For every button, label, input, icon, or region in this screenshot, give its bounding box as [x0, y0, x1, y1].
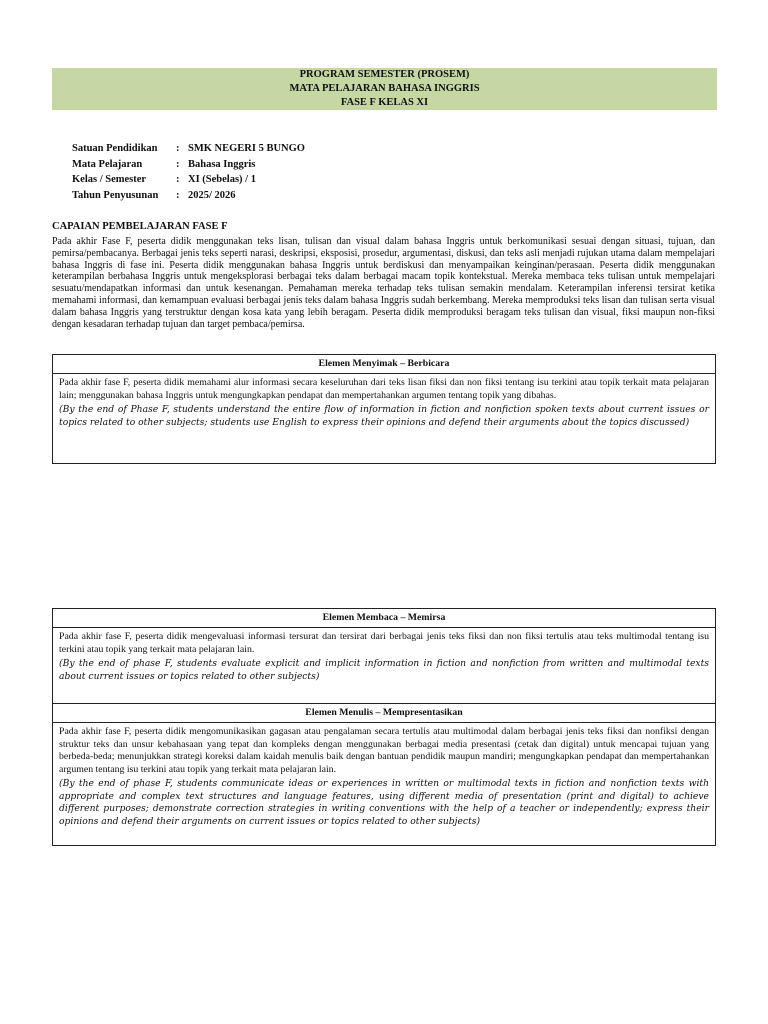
elemen-menyimak-body: Pada akhir fase F, peserta didik memahami alur informasi secara keseluruhan dari teks lisan fiksi dan non fiksi tentang isu terkini atau topik terkait mata pelajaran lain; menggunakan bahasa Inggris untuk mengungkapkan pendapat dan mempertahankan argumen tentang topik yang dibahas. [59, 377, 709, 401]
capaian-title: CAPAIAN PEMBELAJARAN FASE F [52, 221, 228, 232]
identity-colon: : [176, 174, 180, 185]
capaian-body: Pada akhir Fase F, peserta didik menggunakan teks lisan, tulisan dan visual dalam bahasa Inggris untuk berkomunikasi sesuai dengan situasi, tujuan, dan pemirsa/pembacanya. Berbagai jenis teks seperti narasi, deskripsi, eksposisi, prosedur, argumentasi, diskusi, dan teks asli menjadi rujukan utama dalam mempelajari bahasa Inggris di fase ini. Peserta didik menggunakan bahasa Inggris untuk berdiskusi dan menyampaikan keinginan/perasaan. Peserta didik menggunakan keterampilan berbahasa Inggris untuk mengeksplorasi berbagai teks dalam berbagai macam topik kontekstual. Mereka membaca teks tulisan untuk mempelajari sesuatu/mendapatkan informasi dan untuk kesenangan. Pemahaman mereka terhadap teks tulisan semakin mendalam. Keterampilan inferensi tersirat ketika memahami informasi, dan kemampuan evaluasi berbagai jenis teks dalam bahasa Inggris sudah berkembang. Mereka memproduksi teks lisan dan tulisan serta visual dalam bahasa Inggris yang terstruktur dengan kosa kata yang lebih beragam. Peserta didik memproduksi beragam teks tulisan dan visual, fiksi maupun non-fiksi dengan kesadaran terhadap tujuan dan target pembaca/pemirsa. [52, 236, 715, 330]
title-line-1: PROGRAM SEMESTER (PROSEM) [299, 69, 470, 80]
elemen-menyimak-english: (By the end of Phase F, students understand the entire flow of information in fiction and nonfiction spoken texts about current issues or topics related to other subjects; students use English to express their opinions and defend their arguments about the topics discussed) [59, 404, 709, 428]
title-line-3: FASE F KELAS XI [340, 97, 429, 108]
elemen-membaca-body: Pada akhir fase F, peserta didik mengevaluasi informasi tersurat dan tersirat dari berbagai jenis teks fiksi dan non fiksi tertulis atau teks multimodal tentang isu terkini atau topik yang terkait mata pelajaran lain. [59, 631, 709, 655]
identity-row [72, 190, 305, 206]
elemen-membaca-title: Elemen Membaca – Memirsa [53, 609, 715, 628]
identity-colon: : [176, 143, 180, 154]
identity-label: Kelas / Semester [72, 174, 147, 185]
document-title-banner [52, 68, 717, 110]
identity-table [72, 143, 305, 205]
identity-colon: : [176, 158, 180, 170]
identity-row [72, 143, 305, 159]
elemen-membaca-menulis-box [52, 608, 716, 846]
identity-value: Bahasa Inggris [188, 158, 256, 170]
identity-value: XI (Sebelas) / 1 [188, 174, 256, 185]
identity-row [72, 159, 305, 175]
elemen-menulis-body: Pada akhir fase F, peserta didik mengomunikasikan gagasan atau pengalaman secara tertulis atau multimodal dalam berbagai jenis teks fiksi dan nonfiksi dengan struktur teks dan unsur kebahasaan yang tepat dan kompleks dengan menggunakan berbagai media presentasi (cetak dan digital) untuk mencapai tujuan yang berbeda-beda; menunjukkan strategi koreksi dalam kaidah menulis baik dengan bantuan pendidik maupun mandiri; mengungkapkan pendapat dan mempertahankan argumen tentang isu terkini atau topik yang terkait mata pelajaran lain. [59, 726, 709, 775]
identity-label: Tahun Penyusunan [72, 189, 159, 201]
title-line-2: MATA PELAJARAN BAHASA INGGRIS [289, 83, 480, 94]
identity-value: 2025/ 2026 [188, 189, 236, 201]
elemen-menyimak-title: Elemen Menyimak – Berbicara [53, 355, 715, 374]
elemen-membaca-english: (By the end of phase F, students evaluate explicit and implicit information in fiction and nonfiction from written and multimodal texts about current issues or topics related to other subjects) [59, 658, 709, 682]
elemen-menyimak-box [52, 354, 716, 464]
elemen-menulis-english: (By the end of phase F, students communicate ideas or experiences in written or multimodal texts in fiction and nonfiction texts with appropriate and complex text structures and language features, using different media of presentation (print and digital) to achieve different purposes; demonstrate correction strategies in writing conventions with the help of a teacher or independently; express their opinions and defend their arguments on current issues or topics related to other subjects) [59, 778, 709, 827]
identity-label: Mata Pelajaran [72, 158, 143, 170]
identity-row [72, 174, 305, 190]
elemen-menulis-title: Elemen Menulis – Mempresentasikan [53, 703, 715, 723]
identity-colon: : [176, 189, 180, 201]
identity-label: Satuan Pendidikan [72, 143, 158, 154]
identity-value: SMK NEGERI 5 BUNGO [188, 143, 305, 154]
